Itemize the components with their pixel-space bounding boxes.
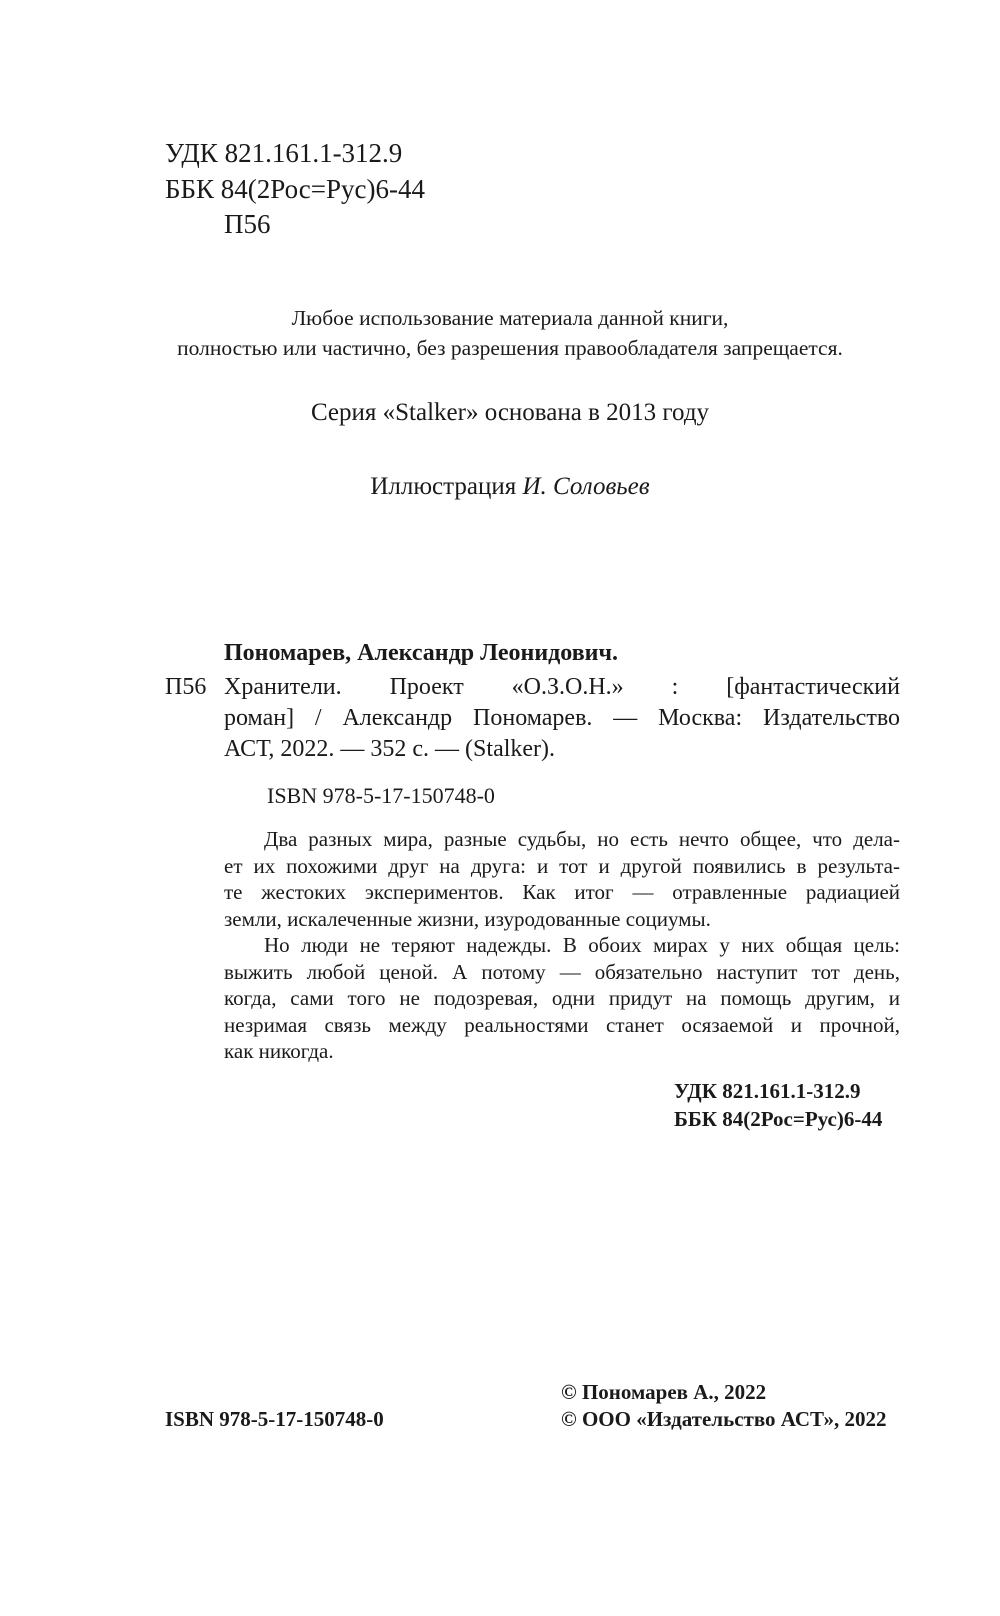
series-line: Серия «Stalker» основана в 2013 году — [310, 399, 710, 426]
bbk-code-bottom: ББК 84(2Рос=Рус)6-44 — [674, 1107, 883, 1131]
record-isbn: ISBN 978-5-17-150748-0 — [267, 783, 495, 808]
copyright-author: © Пономарев А., 2022 — [561, 1380, 767, 1404]
usage-notice-line-1: Любое использование материала данной книги, — [291, 306, 729, 330]
illustration-artist: И. Соловьев — [522, 473, 650, 500]
record-description — [224, 672, 900, 765]
author-mark-top: П56 — [224, 209, 271, 239]
annotation-line: выжить любой ценой. А потому — обязательно наступит тот день, — [224, 959, 900, 984]
copyright-publisher: © ООО «Издательство АСТ», 2022 — [561, 1407, 887, 1431]
annotation-line: как никогда. — [224, 1039, 334, 1063]
annotation-line: те жестоких экспериментов. Как итог — отравленные радиацией — [224, 880, 900, 904]
annotation-line: когда, сами того не подозревая, одни придут на помощь другим, и — [224, 986, 900, 1010]
annotation-line: ет их похожими друг на друга: и тот и другой появились в результа- — [224, 853, 900, 878]
record-line: АСТ, 2022. — 352 с. — (Stalker). — [224, 736, 556, 762]
usage-notice — [120, 303, 900, 363]
annotation-line: незримая связь между реальностями станет осязаемой и прочной, — [224, 1012, 900, 1037]
annotation-line: Два разных мира, разные судьбы, но есть нечто общее, что дела- — [264, 827, 900, 851]
record-author-heading: Пономарев, Александр Леонидович. — [224, 640, 619, 666]
footer-isbn: ISBN 978-5-17-150748-0 — [165, 1407, 384, 1431]
usage-notice-line-2: полностью или частично, без разрешения правообладателя запрещается. — [177, 336, 843, 360]
udk-code-bottom: УДК 821.161.1-312.9 — [674, 1079, 861, 1103]
annotation — [224, 826, 900, 1065]
record-line: Хранители. Проект «О.З.О.Н.» : [фантастический — [224, 674, 900, 700]
udk-code-top: УДК 821.161.1-312.9 — [165, 138, 403, 168]
record-line: роман] / Александр Пономарев. — Москва: Издательство — [224, 705, 900, 731]
annotation-line: Но люди не теряют надежды. В обоих мирах у них общая цель: — [264, 933, 900, 957]
record-author-mark: П56 — [165, 674, 207, 700]
annotation-line: земли, искалеченные жизни, изуродованные социумы. — [224, 906, 711, 931]
illustration-credit — [120, 471, 900, 503]
illustration-label: Иллюстрация — [370, 473, 517, 500]
bbk-code-top: ББК 84(2Рос=Рус)6-44 — [165, 174, 425, 204]
